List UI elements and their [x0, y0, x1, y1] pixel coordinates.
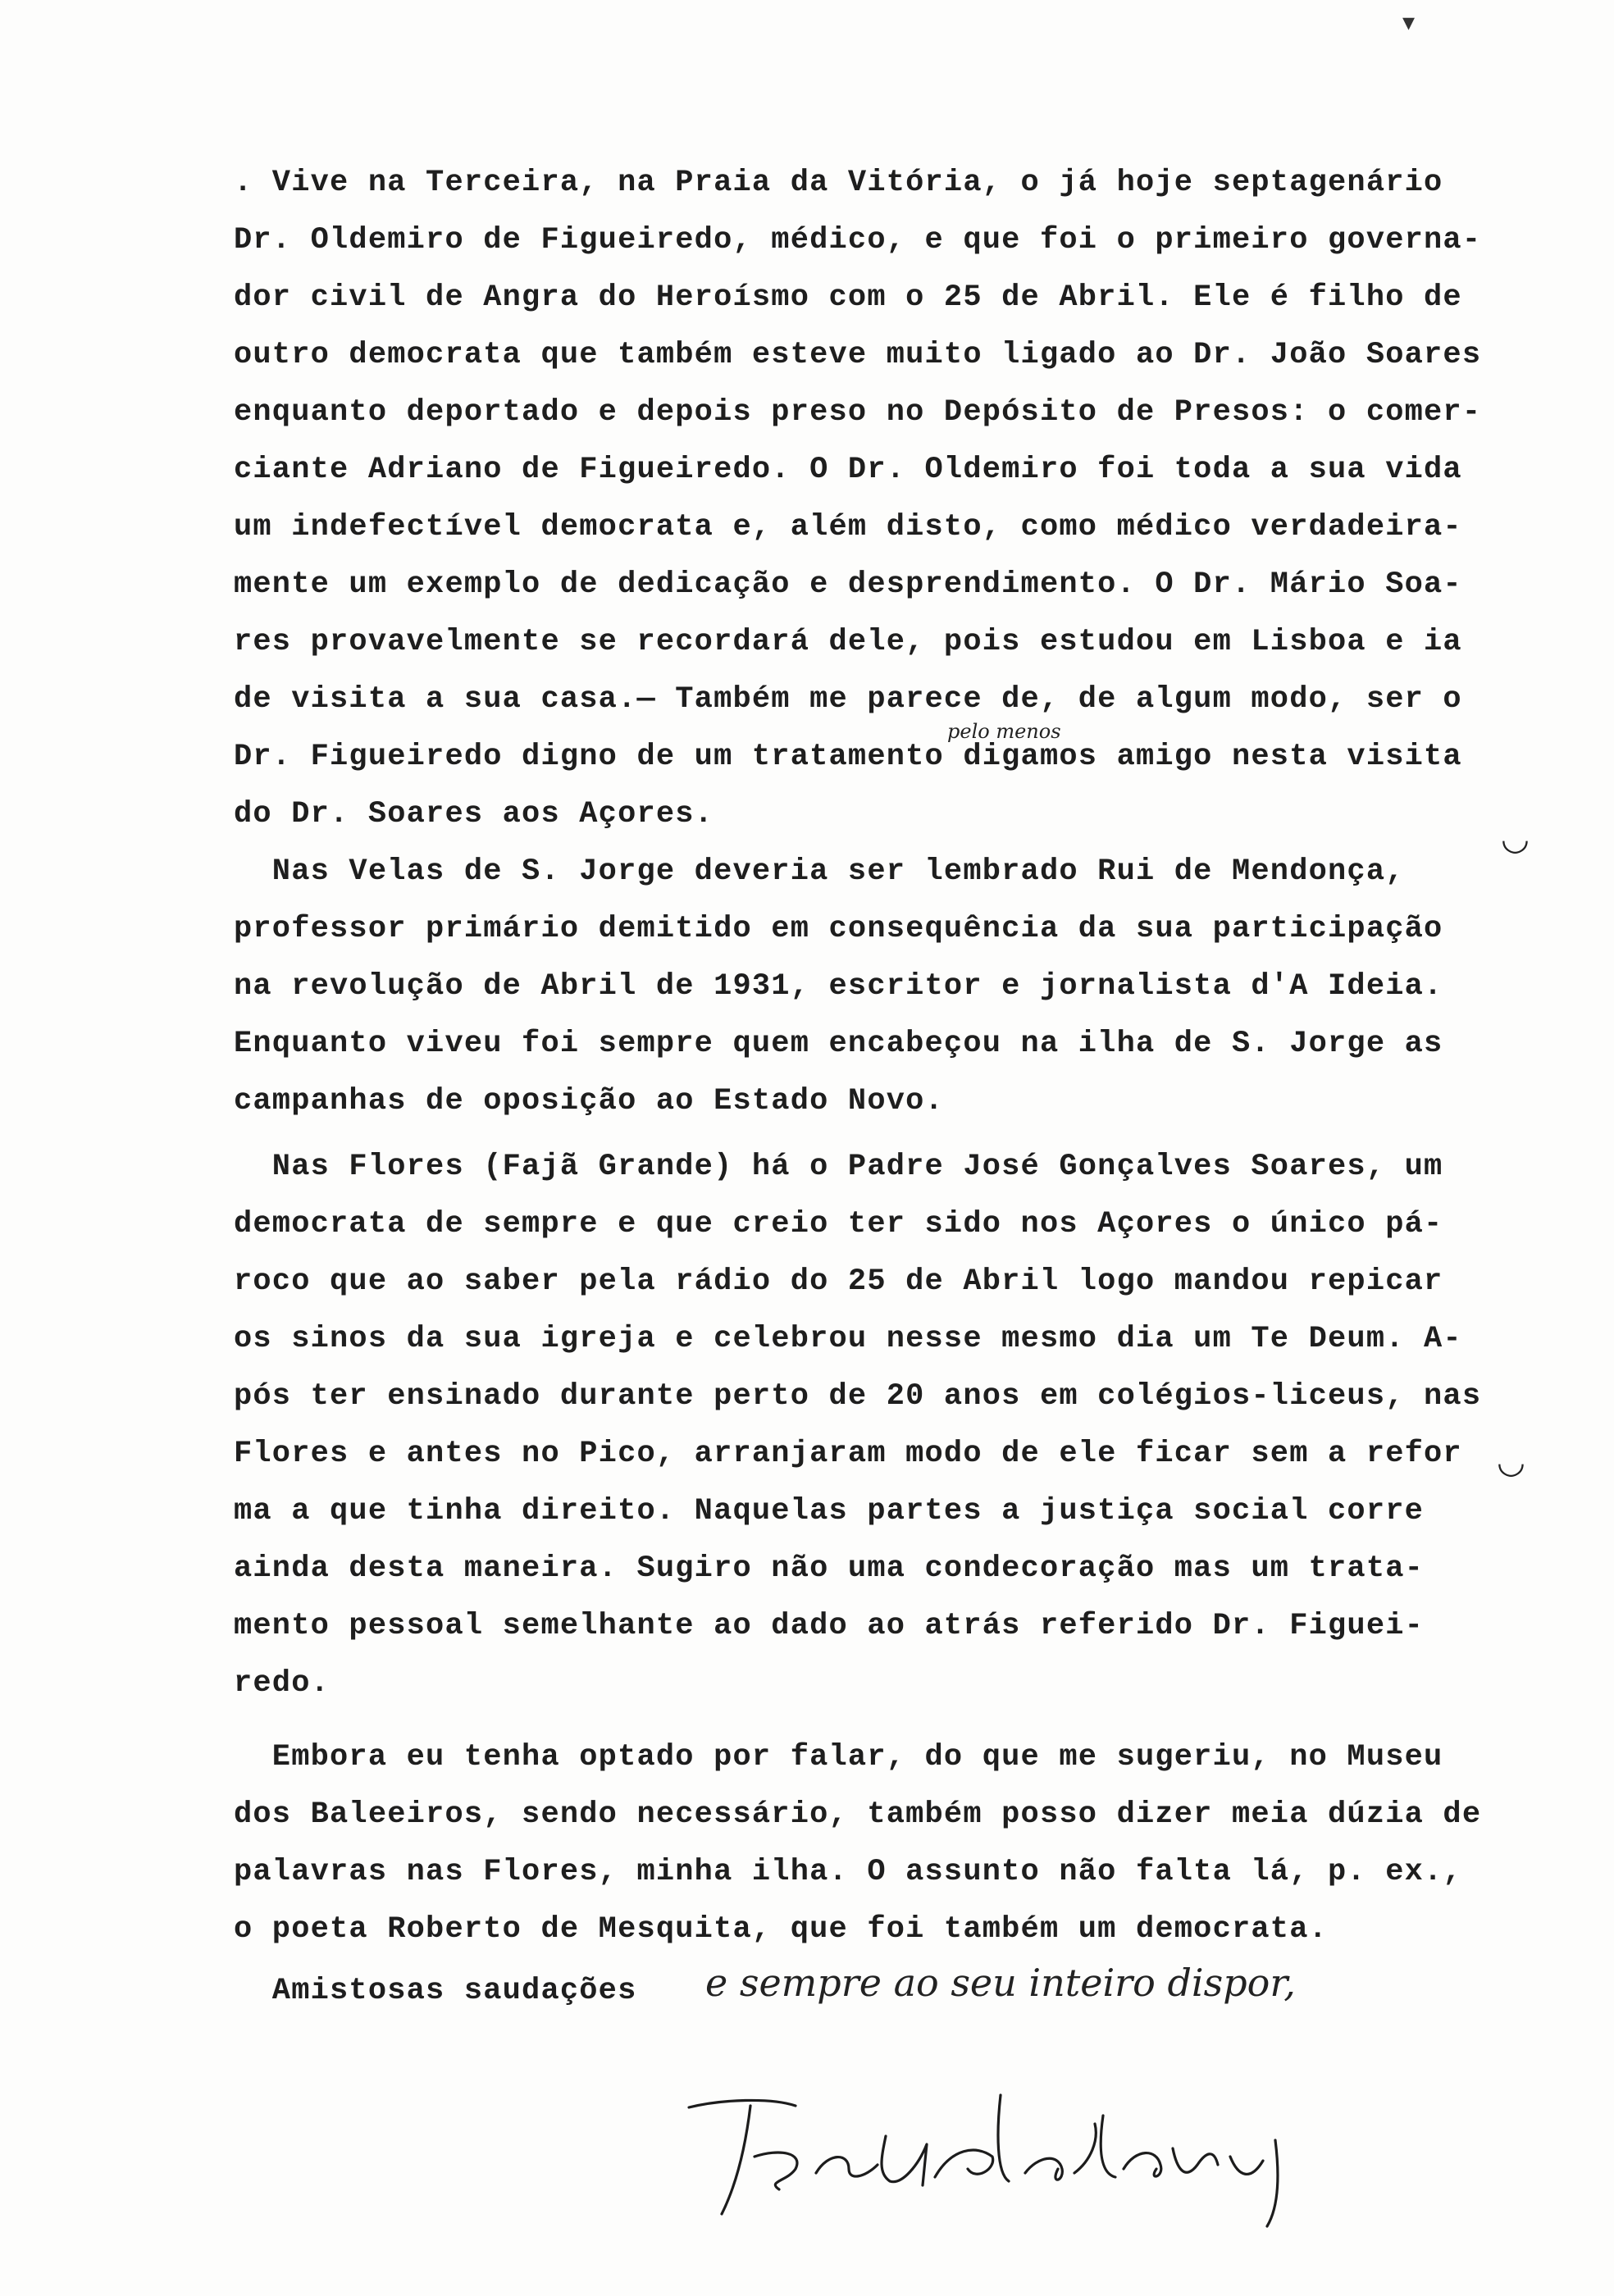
- letter-line: redo.: [234, 1666, 331, 1701]
- letter-line: dor civil de Angra do Heroísmo com o 25 de Abril. Ele é filho de: [234, 280, 1462, 315]
- letter-line: Nas Velas de S. Jorge deveria ser lembrado Rui de Mendonça,: [234, 854, 1405, 889]
- letter-line: Amistosas saudações: [234, 1974, 637, 2008]
- letter-line: o poeta Roberto de Mesquita, que foi também um democrata.: [234, 1912, 1329, 1947]
- letter-line: pós ter ensinado durante perto de 20 anos em colégios-liceus, nas: [234, 1379, 1482, 1414]
- letter-line: campanhas de oposição ao Estado Novo.: [234, 1084, 944, 1118]
- letter-line: Embora eu tenha optado por falar, do que me sugeriu, no Museu: [234, 1740, 1443, 1774]
- signature: [672, 2066, 1345, 2230]
- letter-line: os sinos da sua igreja e celebrou nesse mesmo dia um Te Deum. A-: [234, 1322, 1462, 1356]
- letter-line: . Vive na Terceira, na Praia da Vitória, o já hoje septagenário: [234, 166, 1443, 200]
- handwritten-closing: e sempre ao seu inteiro dispor,: [705, 1961, 1296, 2005]
- letter-line: Dr. Figueiredo digno de um tratamento digamos amigo nesta visita: [234, 740, 1462, 774]
- letter-line: mente um exemplo de dedicação e desprendimento. O Dr. Mário Soa-: [234, 567, 1462, 602]
- letter-line: um indefectível democrata e, além disto, como médico verdadeira-: [234, 510, 1462, 544]
- letter-line: ma a que tinha direito. Naquelas partes a justiça social corre: [234, 1494, 1425, 1528]
- letter-line: ciante Adriano de Figueiredo. O Dr. Oldemiro foi toda a sua vida: [234, 453, 1462, 487]
- letter-line: palavras nas Flores, minha ilha. O assunto não falta lá, p. ex.,: [234, 1855, 1462, 1889]
- scan-mark: ◡: [1497, 1443, 1525, 1481]
- letter-line: outro democrata que também esteve muito ligado ao Dr. João Soares: [234, 338, 1482, 372]
- letter-line: mento pessoal semelhante ao dado ao atrás referido Dr. Figuei-: [234, 1609, 1425, 1643]
- letter-line: democrata de sempre e que creio ter sido nos Açores o único pá-: [234, 1207, 1443, 1241]
- letter-line: ainda desta maneira. Sugiro não uma condecoração mas um trata-: [234, 1551, 1425, 1586]
- letter-line: do Dr. Soares aos Açores.: [234, 797, 714, 831]
- letter-line: Flores e antes no Pico, arranjaram modo de ele ficar sem a refor: [234, 1437, 1462, 1471]
- letter-line: roco que ao saber pela rádio do 25 de Abril logo mandou repicar: [234, 1264, 1443, 1299]
- scan-mark: ◡: [1501, 820, 1530, 858]
- scan-mark: ▾: [1402, 8, 1416, 37]
- letter-line: professor primário demitido em consequência da sua participação: [234, 912, 1443, 946]
- letter-line: na revolução de Abril de 1931, escritor e jornalista d'A Ideia.: [234, 969, 1443, 1004]
- letter-line: dos Baleeiros, sendo necessário, também posso dizer meia dúzia de: [234, 1797, 1482, 1832]
- letter-line: Enquanto viveu foi sempre quem encabeçou na ilha de S. Jorge as: [234, 1027, 1443, 1061]
- handwritten-insert: pelo menos: [947, 720, 1061, 743]
- letter-line: de visita a sua casa.— Também me parece de, de algum modo, ser o: [234, 682, 1462, 717]
- letter-line: Nas Flores (Fajã Grande) há o Padre José Gonçalves Soares, um: [234, 1150, 1443, 1184]
- letter-line: Dr. Oldemiro de Figueiredo, médico, e que foi o primeiro governa-: [234, 223, 1482, 257]
- letter-line: res provavelmente se recordará dele, pois estudou em Lisboa e ia: [234, 625, 1462, 659]
- letter-line: enquanto deportado e depois preso no Depósito de Presos: o comer-: [234, 395, 1482, 430]
